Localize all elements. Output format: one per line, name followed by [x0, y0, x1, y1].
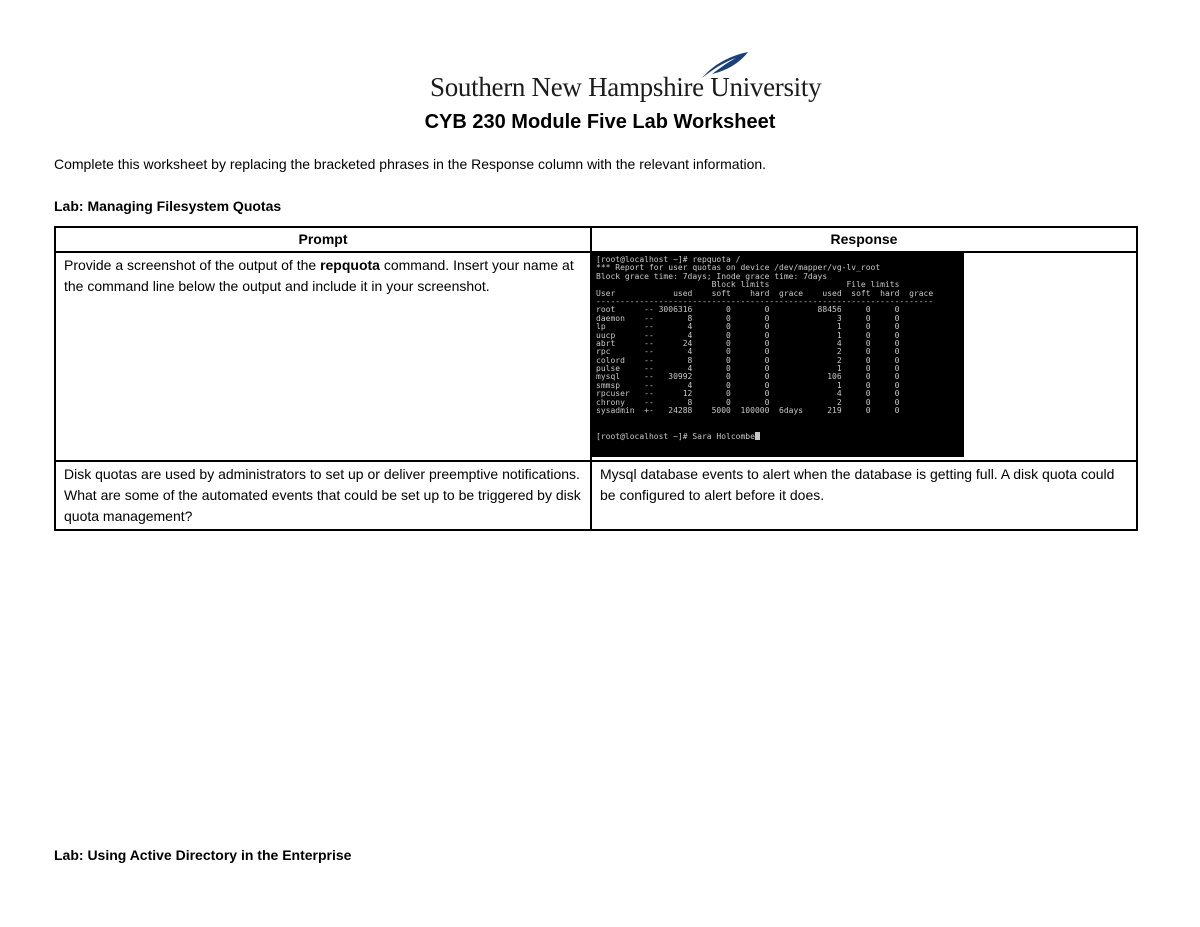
prompt-cell: Disk quotas are used by administrators to set up or deliver preemptive notifications. What are some of the automated events that could be set up to be triggered by disk quota management? [55, 461, 591, 530]
terminal-line: smmsp -- 4 0 0 1 0 0 [596, 380, 900, 390]
response-cell [591, 252, 1137, 461]
university-logo [430, 50, 822, 106]
terminal-line: lp -- 4 0 0 1 0 0 [596, 322, 900, 332]
prompt-text-cont: command. Insert your name at the command line below the output and include it in your screenshot. [64, 257, 574, 294]
terminal-line: [root@localhost ~]# repquota / [596, 255, 741, 264]
page-title: CYB 230 Module Five Lab Worksheet [424, 111, 776, 133]
terminal-line: Block grace time: 7days; Inode grace time: 7days [596, 271, 828, 281]
command-name: repquota [320, 257, 380, 273]
terminal-line: chrony -- 8 0 0 2 0 0 [596, 397, 900, 407]
table-header-row [55, 227, 1137, 252]
terminal-line: *** Report for user quotas on device /dev/mapper/vg-lv_root [596, 263, 881, 273]
terminal-line: root -- 3006316 0 0 88456 0 0 [596, 305, 900, 315]
prompt-cell [55, 252, 591, 461]
header-prompt: Prompt [55, 227, 591, 252]
terminal-line: rpcuser -- 12 0 0 4 0 0 [596, 389, 900, 399]
table-row [55, 461, 1137, 530]
header-response: Response [591, 227, 1137, 252]
terminal-line: pulse -- 4 0 0 1 0 0 [596, 364, 900, 374]
terminal-line: abrt -- 24 0 0 4 0 0 [596, 338, 900, 348]
terminal-line: daemon -- 8 0 0 3 0 0 [596, 313, 900, 323]
terminal-screenshot [592, 253, 964, 457]
terminal-line: mysql -- 30992 0 0 106 0 0 [596, 372, 900, 382]
terminal-line: colord -- 8 0 0 2 0 0 [596, 355, 900, 365]
terminal-line: rpc -- 4 0 0 2 0 0 [596, 347, 900, 357]
terminal-line: sysadmin +- 24288 5000 100000 6days 219 0 0 [596, 406, 900, 416]
response-cell: Mysql database events to alert when the database is getting full. A disk quota could be configured to alert before it does. [591, 461, 1137, 530]
lab-heading-quotas: Lab: Managing Filesystem Quotas [54, 198, 282, 214]
terminal-line [596, 424, 960, 432]
terminal-line [596, 415, 960, 423]
terminal-line: Block limits File limits [596, 280, 900, 290]
terminal-cursor [755, 432, 760, 440]
worksheet-table [54, 226, 1138, 531]
terminal-line: User used soft hard grace used soft hard grace [596, 288, 934, 298]
instructions: Complete this worksheet by replacing the bracketed phrases in the Response column with the relevant information. [54, 156, 767, 172]
lab-heading-active-directory: Lab: Using Active Directory in the Enterprise [54, 847, 352, 863]
prompt-text: Provide a screenshot of the output of the [64, 257, 321, 273]
logo-text: Southern New Hampshire University [430, 72, 822, 102]
terminal-line: [root@localhost ~]# Sara Holcombe [596, 432, 960, 440]
terminal-line: uucp -- 4 0 0 1 0 0 [596, 330, 900, 340]
table-row [55, 252, 1137, 461]
terminal-line: ---------------------------------------------------------------------- [596, 296, 934, 306]
